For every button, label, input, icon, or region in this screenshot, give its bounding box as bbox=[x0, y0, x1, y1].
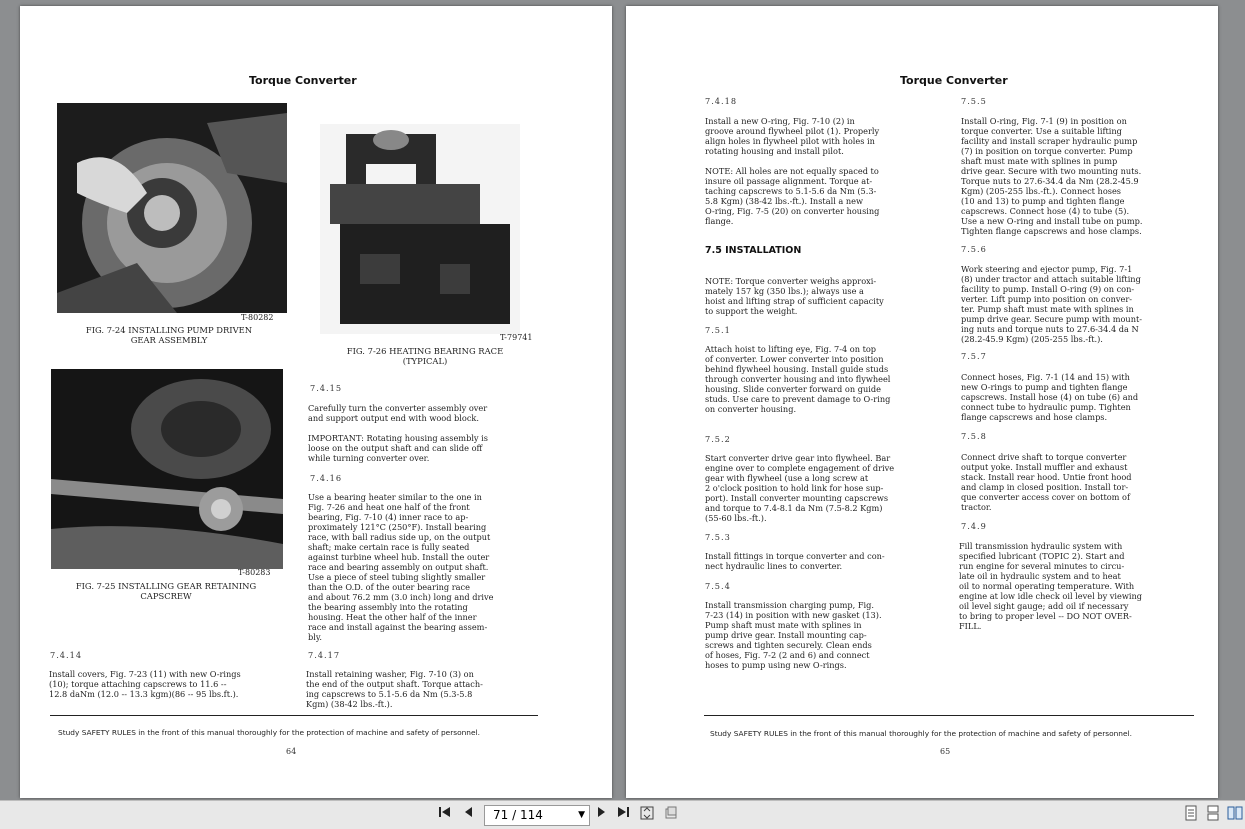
section-number: 7.5.4 bbox=[705, 581, 731, 591]
viewer-toolbar bbox=[0, 800, 1245, 829]
prev-page-icon[interactable] bbox=[460, 805, 478, 825]
page-number-select[interactable] bbox=[484, 805, 590, 826]
photo-bearing-heater bbox=[320, 124, 520, 334]
figure-id: T-79741 bbox=[500, 333, 533, 342]
next-page-icon[interactable] bbox=[592, 805, 610, 825]
paragraph: Connect drive shaft to torque converter output yoke. Install muffler and exhaust stack. Install rear hood. Untie front hood and clamp in closed position. Install tor- que converter access cover on bottom of tractor. bbox=[961, 452, 1132, 512]
safety-footer: Study SAFETY RULES in the front of this manual thoroughly for the protection of machine and safety of personnel. bbox=[58, 728, 480, 737]
page-title: Torque Converter bbox=[249, 74, 357, 87]
section-number: 7.5.8 bbox=[961, 431, 987, 441]
paragraph: Install fittings in torque converter and con- nect hydraulic lines to converter. bbox=[705, 551, 885, 571]
figure-caption: FIG. 7-26 HEATING BEARING RACE (TYPICAL) bbox=[346, 346, 504, 366]
last-page-icon[interactable] bbox=[614, 805, 632, 825]
section-number: 7.5.5 bbox=[961, 96, 987, 106]
section-number: 7.4.15 bbox=[310, 383, 343, 393]
paragraph: Work steering and ejector pump, Fig. 7-1 (8) under tractor and attach suitable lifting facility to pump. Install O-ring (9) on con- verter. Lift pump into position on conver- ter. Pump shaft must mate with splines in pump drive gear. Secure pump with mount- ing nuts and torque nuts to 27.6-34.4 da N (28.2-45.9 Kgm) (205-255 lbs.-ft.). bbox=[961, 264, 1143, 344]
paragraph: Connect hoses, Fig. 7-1 (14 and 15) with new O-rings to pump and tighten flange capscrews. Install hose (4) on tube (6) and connect tube to hydraulic pump. Tighten flange capscrews and hose clamps. bbox=[961, 372, 1139, 422]
paragraph: Install O-ring, Fig. 7-1 (9) in position on torque converter. Use a suitable lifting facility and install scraper hydraulic pump (7) in position on torque converter. Pump shaft must mate with splines in pump drive gear. Secure with two mounting nuts. Torque nuts to 27.6-34.4 da Nm (28.2-45.9 Kgm) (205-255 lbs.-ft.). Connect hoses (10 and 13) to pump and tighten flange capscrews. Connect hose (4) to tube (5). Use a new O-ring and install tube on pump. Tighten flange capscrews and hose clamps. bbox=[961, 116, 1143, 236]
figure-caption: FIG. 7-25 INSTALLING GEAR RETAINING CAPSCREW bbox=[75, 581, 257, 601]
figure-caption: FIG. 7-24 INSTALLING PUMP DRIVEN GEAR ASSEMBLY bbox=[85, 325, 253, 345]
two-page-view-icon[interactable] bbox=[1226, 805, 1244, 825]
footer-rule bbox=[50, 715, 538, 716]
section-number: 7.4.14 bbox=[50, 650, 83, 660]
first-page-icon[interactable] bbox=[436, 805, 454, 825]
paragraph: Install a new O-ring, Fig. 7-10 (2) in groove around flywheel pilot (1). Properly align holes in flywheel pilot with holes in rotating housing and install pilot. bbox=[705, 116, 880, 156]
paragraph: Carefully turn the converter assembly over and support output end with wood block. bbox=[308, 403, 488, 423]
paragraph: Install covers, Fig. 7-23 (11) with new O-rings (10); torque attaching capscrews to 11.6 -- 12.8 daNm (12.0 -- 13.3 kgm)(86 -- 95 lbs.ft.). bbox=[49, 669, 241, 699]
photo-pump-driven-gear bbox=[57, 103, 287, 313]
fit-page-icon[interactable] bbox=[638, 805, 656, 825]
paragraph: Attach hoist to lifting eye, Fig. 7-4 on top of converter. Lower converter into position behind flywheel housing. Install guide studs through converter housing and into flywheel housing. Slide converter forward on guide studs. Use care to prevent damage to O-ring on converter housing. bbox=[705, 344, 891, 414]
page-64 bbox=[20, 6, 612, 798]
safety-footer: Study SAFETY RULES in the front of this manual thoroughly for the protection of machine and safety of personnel. bbox=[710, 729, 1132, 738]
section-number: 7.4.9 bbox=[961, 521, 987, 531]
paragraph: Use a bearing heater similar to the one in Fig. 7-26 and heat one half of the front bearing, Fig. 7-10 (4) inner race to ap- proximately 121°C (250°F). Install bearing race, with ball radius side up, on the output shaft; make certain race is fully seated against turbine wheel hub. Install the outer race and bearing assembly on output shaft. Use a piece of steel tubing slightly smaller than the O.D. of the outer bearing race and about 76.2 mm (3.0 inch) long and drive the bearing assembly into the rotating housing. Heat the other half of the inner race and install against the bearing assem- bly. bbox=[308, 492, 494, 642]
section-number: 7.5.6 bbox=[961, 244, 987, 254]
section-number: 7.5.7 bbox=[961, 351, 987, 361]
single-page-view-icon[interactable] bbox=[1182, 805, 1200, 825]
section-number: 7.5.3 bbox=[705, 532, 731, 542]
section-number: 7.4.17 bbox=[308, 650, 341, 660]
paragraph: Fill transmission hydraulic system with specified lubricant (TOPIC 2). Start and run engine for several minutes to circu- late oil in hydraulic system and to heat oil to normal operating temperature. With engine at low idle check oil level by viewing oil level sight gauge; add oil if necessary to bring to proper level -- DO NOT OVER- FILL. bbox=[959, 541, 1143, 631]
note: NOTE: All holes are not equally spaced to insure oil passage alignment. Torque at- taching capscrews to 5.1-5.6 da Nm (5.3- 5.8 Kgm) (38-42 lbs.-ft.). Install a new O-ring, Fig. 7-5 (20) on converter housing flange. bbox=[705, 166, 880, 226]
important-note: IMPORTANT: Rotating housing assembly is loose on the output shaft and can slide off while turning converter over. bbox=[308, 433, 488, 463]
figure-id: T-80282 bbox=[241, 313, 274, 322]
section-number: 7.4.16 bbox=[310, 473, 343, 483]
section-number: 7.5.1 bbox=[705, 325, 731, 335]
paragraph: Start converter drive gear into flywheel. Bar engine over to complete engagement of drive gear with flywheel (use a long screw at 2 o'clock position to hold link for hose sup- port). Install converter mounting capscrews and torque to 7.4-8.1 da Nm (7.5-8.2 Kgm) (55-60 lbs.-ft.). bbox=[705, 453, 895, 523]
footer-rule bbox=[704, 715, 1194, 716]
section-number: 7.5.2 bbox=[705, 434, 731, 444]
note: NOTE: Torque converter weighs approxi- mately 157 kg (350 lbs.); always use a hoist and lifting strap of sufficient capacity to support the weight. bbox=[705, 276, 884, 316]
figure-id: T-80283 bbox=[238, 568, 271, 577]
continuous-view-icon[interactable] bbox=[1204, 805, 1222, 825]
section-number: 7.4.18 bbox=[705, 96, 738, 106]
page-number: 65 bbox=[940, 747, 951, 756]
page-number: 64 bbox=[286, 747, 297, 756]
paragraph: Install retaining washer, Fig. 7-10 (3) on the end of the output shaft. Torque attach- ing capscrews to 5.1-5.6 da Nm (5.3-5.8 Kgm) (38-42 lbs.-ft.). bbox=[306, 669, 483, 709]
page-65 bbox=[626, 6, 1218, 798]
section-heading: 7.5 INSTALLATION bbox=[705, 245, 802, 256]
chevron-down-icon: ▼ bbox=[578, 810, 585, 820]
page-title: Torque Converter bbox=[900, 74, 1008, 87]
page-indicator: 71 / 114 bbox=[493, 808, 543, 822]
paragraph: Install transmission charging pump, Fig. 7-23 (14) in position with new gasket (13). Pump shaft must mate with splines in pump drive gear. Install mounting cap- screws and tighten securely. Clean ends of hoses, Fig. 7-2 (2 and 6) and connect hoses to pump using new O-rings. bbox=[705, 600, 882, 670]
rotate-icon[interactable] bbox=[662, 805, 680, 825]
photo-gear-retaining-capscrew bbox=[51, 369, 283, 569]
